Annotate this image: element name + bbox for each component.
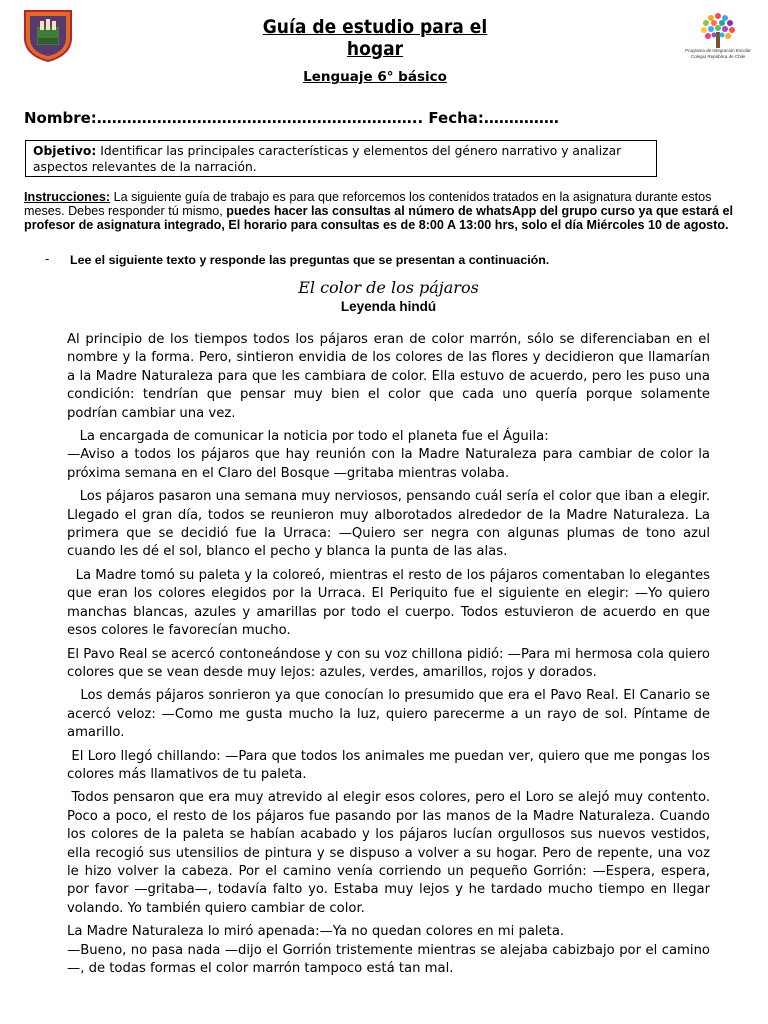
story-paragraph: La Madre Naturaleza lo miró apenada:—Ya no quedan colores en mi paleta. xyxy=(67,924,565,940)
instructions-text: La siguiente guía de trabajo es para que reforcemos los contenidos tratados en la asignatura durante estos meses. Debes responder tú mismo, xyxy=(24,190,712,218)
title-line-2: hogar xyxy=(346,38,404,60)
story-paragraph: Todos pensaron que era muy atrevido al elegir esos colores, pero el Loro se alejó muy contento. Poco a poco, el resto de los pájaros fue pasando por las manos de la Madre Naturaleza. Cuando los colores de la paleta se habían acabado y los pájaros lucían orgullosos sus nuevos vestidos, ella recogió sus utensilios de pintura y se dispuso a volver a su hogar. Pero de repente, una voz le hizo volver la cabeza. Por el camino venía corriendo un pequeño Gorrión: —Espera, espera, por favor —gritaba—, todavía falto yo. Estaba muy lejos y he tardado mucho tiempo en llegar volando. Yo también quiero cambiar de color. xyxy=(67,790,715,916)
story-body xyxy=(67,331,715,978)
story-paragraph: —Bueno, no pasa nada —dijo el Gorrión tristemente mientras se alejaba cabizbajo por el camino —, de todas formas el color marrón tampoco está tan mal. xyxy=(67,942,710,976)
objective-label: Objetivo: xyxy=(33,144,97,158)
story-paragraph: La Madre tomó su paleta y la coloreó, mientras el resto de los pájaros comentaban lo elegantes que eran los colores elegidos por la Urraca. El Periquito fue el siguiente en elegir: —Yo quiero manchas blancas, azules y amarillas por todo el cuerpo. Todos estuvieron de acuerdo en que esos colores le favorecían mucho. xyxy=(67,567,715,639)
story-paragraph: Los demás pájaros sonrieron ya que conocían lo presumido que era el Pavo Real. El Canario se acercó veloz: —Como me gusta mucho la luz, quiero parecerme a un rayo de sol. Píntame de amarillo. xyxy=(67,688,715,741)
story-paragraph: Los pájaros pasaron una semana muy nerviosos, pensando cuál sería el color que iban a elegir. Llegado el gran día, todos se reunieron muy alborotados alrededor de la Madre Naturaleza. La primera que se decidió fue la Urraca: —Quiero ser negra con algunas plumas de tono azul cuando les dé el sol, blanco el pecho y blanca la punta de las alas. xyxy=(67,489,715,560)
right-logo-caption xyxy=(676,48,760,59)
instructions-label: Instrucciones: xyxy=(24,190,111,204)
instructions xyxy=(24,191,742,232)
page-title xyxy=(236,16,515,60)
read-instruction: Lee el siguiente texto y responde las preguntas que se presentan a continuación. xyxy=(70,253,550,267)
story-title: El color de los pájaros xyxy=(298,278,479,297)
objective-box xyxy=(25,140,657,177)
story-subtitle: Leyenda hindú xyxy=(340,299,437,314)
right-logo-caption-line1: Programa de Integración Escolar xyxy=(685,48,751,53)
story-paragraph: El Pavo Real se acercó contoneándose y con su voz chillona pidió: —Para mi hermosa cola quiero colores que se vean desde muy lejos: azules, verdes, amarillos, rojos y dorados. xyxy=(67,646,710,680)
pie-program-tree-logo xyxy=(688,8,748,68)
school-shield-logo xyxy=(22,8,74,62)
story-paragraph: La encargada de comunicar la noticia por todo el planeta fue el Águila: xyxy=(67,429,549,445)
story-paragraph: —Aviso a todos los pájaros que hay reunión con la Madre Naturaleza para cambiar de color la próxima semana en el Claro del Bosque —gritaba mientras volaba. xyxy=(67,447,710,481)
title-line-1: Guía de estudio para el xyxy=(262,16,488,38)
right-logo-caption-line2: Colegio República de Chile xyxy=(690,53,746,59)
objective-text: Identificar las principales características y elementos del género narrativo y analizar aspectos relevantes de la narración. xyxy=(33,144,622,174)
story-paragraph: Al principio de los tiempos todos los pájaros eran de color marrón, sólo se diferenciaban en el nombre y la forma. Pero, sintieron envidia de los colores de las flores y decidieron que llamarían a la Madre Naturaleza para que les cambiara de color. Ella estuvo de acuerdo, pero les puso una condición: tendrían que pensar muy bien el color que cada uno quería porque solamente podrían cambiar una vez. xyxy=(67,332,710,421)
instructions-bold-text: puedes hacer las consultas al número de whatsApp del grupo curso ya que estará el profesor de asignatura integrado, El horario para consultas es de 8:00 A 13:00 hrs, solo el día Miércoles 10 de agosto. xyxy=(24,203,733,232)
story-paragraph: El Loro llegó chillando: —Para que todos los animales me puedan ver, quiero que me pongas los colores más llamativos de tu paleta. xyxy=(67,748,715,782)
bullet-dash: - xyxy=(45,251,50,266)
page-subtitle: Lenguaje 6° básico xyxy=(303,69,447,85)
name-date-line: Nombre:……………………………………………………….. Fecha:…………… xyxy=(24,109,559,127)
